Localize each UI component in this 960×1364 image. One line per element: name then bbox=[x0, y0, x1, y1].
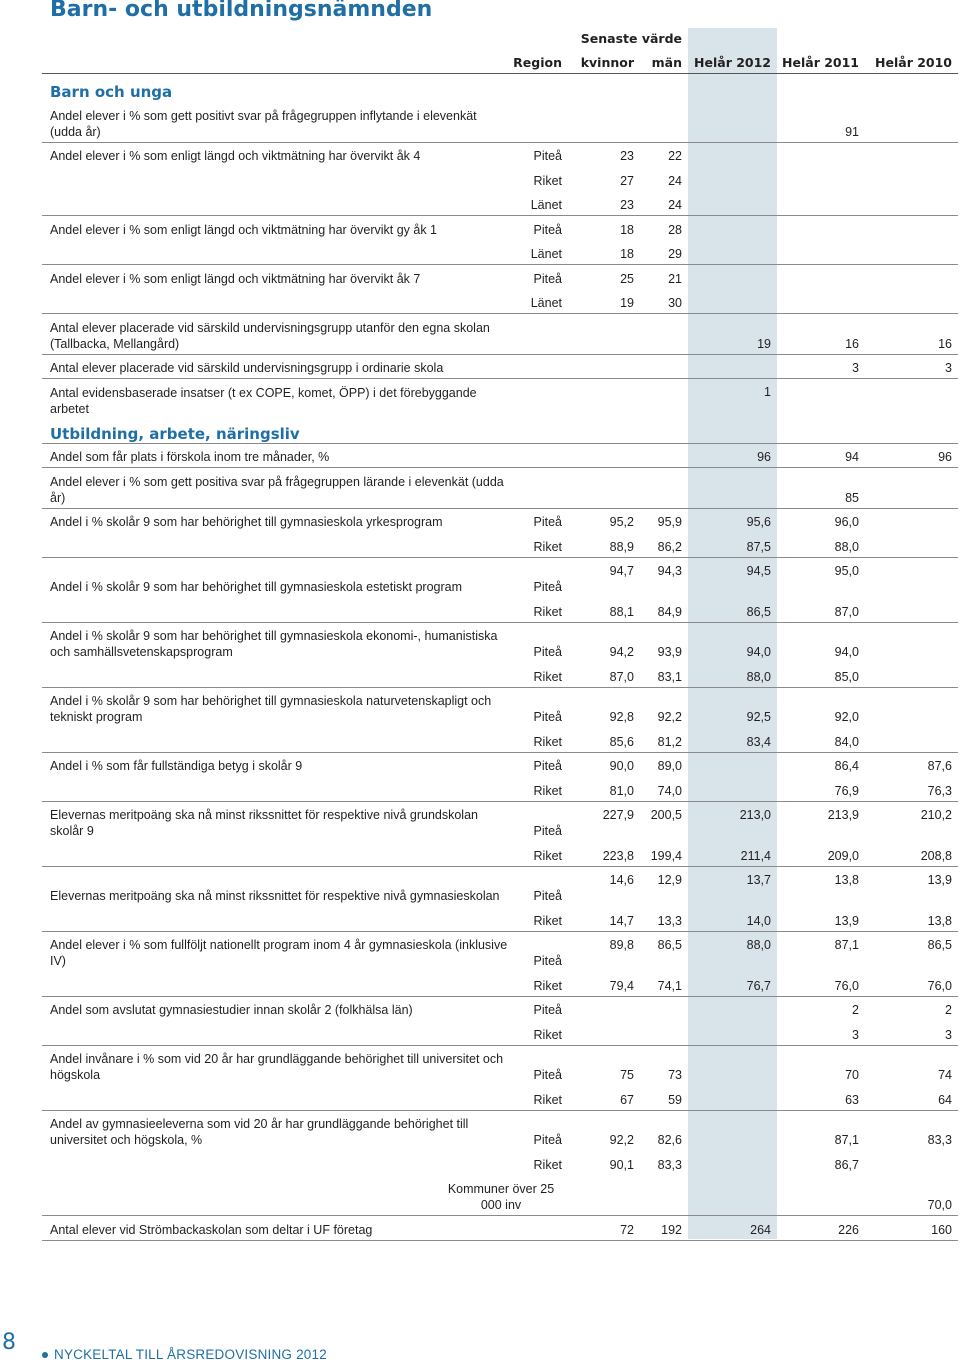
section-header bbox=[0, 77, 960, 103]
value-helar-2010: 2 bbox=[945, 1003, 952, 1017]
value-kvinnor: 18 bbox=[620, 247, 634, 261]
row-region: Riket bbox=[533, 1027, 562, 1042]
value-helar-2011: 3 bbox=[852, 1027, 859, 1042]
table-row bbox=[0, 1087, 960, 1112]
row-label: Elevernas meritpoäng ska nå minst rikssnittet för respektive nivå gymnasieskolan bbox=[50, 889, 500, 903]
table-row bbox=[0, 1152, 960, 1177]
row-region: Piteå bbox=[533, 954, 562, 968]
table-row bbox=[0, 624, 960, 665]
value-helar-2011: 76,0 bbox=[834, 978, 859, 993]
value-kvinnor: 81,0 bbox=[609, 783, 634, 798]
row-region: Piteå bbox=[533, 580, 562, 594]
table-row bbox=[0, 599, 960, 624]
value-man: 24 bbox=[668, 198, 682, 212]
value-helar-2011: 13,8 bbox=[834, 872, 859, 887]
value-helar-2011: 63 bbox=[845, 1092, 859, 1107]
row-label: Antal elever placerade vid särskild undervisningsgrupp i ordinarie skola bbox=[50, 361, 444, 375]
section-title: Utbildning, arbete, näringsliv bbox=[50, 424, 300, 443]
value-helar-2010: 76,3 bbox=[927, 783, 952, 798]
table-row bbox=[0, 144, 960, 169]
value-kvinnor: 90,1 bbox=[609, 1157, 634, 1172]
row-label: Andel elever i % som gett positivt svar på frågegruppen inflytande i elevenkät (udda år) bbox=[50, 108, 477, 139]
value-helar-2010: 208,8 bbox=[920, 848, 952, 863]
column-header-region: Region bbox=[513, 55, 562, 70]
value-kvinnor: 23 bbox=[620, 149, 634, 163]
table-row bbox=[0, 469, 960, 510]
value-man: 200,5 bbox=[650, 807, 682, 822]
value-kvinnor: 88,1 bbox=[609, 604, 634, 619]
value-helar-2010: 3 bbox=[945, 361, 952, 375]
header-divider bbox=[42, 73, 958, 74]
value-kvinnor: 227,9 bbox=[602, 807, 634, 822]
row-region: Piteå bbox=[533, 759, 562, 773]
table-row bbox=[0, 933, 960, 974]
column-header-row bbox=[0, 55, 960, 71]
value-man: 24 bbox=[668, 173, 682, 188]
value-kvinnor: 14,7 bbox=[609, 913, 634, 928]
value-helar-2012: 87,5 bbox=[746, 539, 771, 554]
value-helar-2010: 3 bbox=[945, 1027, 952, 1042]
value-helar-2011: 87,0 bbox=[834, 604, 859, 619]
value-man: 95,9 bbox=[657, 515, 682, 529]
value-kvinnor: 75 bbox=[620, 1068, 634, 1082]
row-label: Andel i % som får fullständiga betyg i skolår 9 bbox=[50, 759, 303, 773]
table-row bbox=[0, 664, 960, 689]
value-helar-2012: 96 bbox=[757, 450, 771, 464]
value-man: 22 bbox=[668, 149, 682, 163]
value-kvinnor: 23 bbox=[620, 198, 634, 212]
value-helar-2012: 94,0 bbox=[746, 645, 771, 659]
row-region: Riket bbox=[533, 734, 562, 749]
column-header-helar-2010: Helår 2010 bbox=[875, 55, 952, 70]
value-helar-2010: 96 bbox=[938, 450, 952, 464]
value-kvinnor: 27 bbox=[620, 173, 634, 188]
value-kvinnor: 14,6 bbox=[609, 872, 634, 887]
value-helar-2012: 92,5 bbox=[746, 710, 771, 724]
value-helar-2011: 84,0 bbox=[834, 734, 859, 749]
row-region: Länet bbox=[530, 247, 562, 261]
value-helar-2011: 87,1 bbox=[834, 1133, 859, 1147]
value-helar-2011: 13,9 bbox=[834, 913, 859, 928]
value-kvinnor: 92,2 bbox=[609, 1133, 634, 1147]
table-row bbox=[0, 380, 960, 421]
row-label: Antal elever vid Strömbackaskolan som deltar i UF företag bbox=[50, 1222, 373, 1237]
table-row bbox=[0, 510, 960, 535]
value-kvinnor: 88,9 bbox=[609, 539, 634, 554]
value-helar-2010: 70,0 bbox=[927, 1198, 952, 1212]
value-helar-2012: 83,4 bbox=[746, 734, 771, 749]
value-kvinnor: 89,8 bbox=[609, 937, 634, 952]
value-helar-2011: 86,7 bbox=[834, 1157, 859, 1172]
footer-text: NYCKELTAL TILL ÅRSREDOVISNING 2012 bbox=[54, 1347, 327, 1362]
value-helar-2012: 95,6 bbox=[746, 515, 771, 529]
value-helar-2011: 209,0 bbox=[827, 848, 859, 863]
value-man: 89,0 bbox=[657, 759, 682, 773]
row-region: Piteå bbox=[533, 824, 562, 838]
table-row bbox=[0, 1112, 960, 1153]
value-helar-2011: 86,4 bbox=[834, 759, 859, 773]
table-row bbox=[0, 908, 960, 933]
row-region: Piteå bbox=[533, 271, 562, 286]
column-header-helar-2012: Helår 2012 bbox=[694, 55, 771, 70]
table-row bbox=[0, 803, 960, 844]
value-helar-2012: 211,4 bbox=[740, 848, 771, 863]
value-helar-2010: 86,5 bbox=[927, 937, 952, 952]
row-label: Andel elever i % som enligt längd och viktmätning har övervikt gy åk 1 bbox=[50, 222, 437, 237]
table-row bbox=[0, 1022, 960, 1047]
value-man: 12,9 bbox=[657, 872, 682, 887]
row-region: Piteå bbox=[533, 1003, 562, 1017]
value-man: 21 bbox=[668, 271, 682, 286]
value-kvinnor: 94,2 bbox=[609, 645, 634, 659]
table-row bbox=[0, 217, 960, 242]
value-man: 30 bbox=[668, 296, 682, 310]
row-region: Riket bbox=[533, 539, 562, 554]
table-row bbox=[0, 356, 960, 381]
row-region: Riket bbox=[533, 669, 562, 684]
column-group-header: Senaste värde bbox=[580, 31, 682, 46]
row-label: Andel i % skolår 9 som har behörighet till gymnasieskola estetiskt program bbox=[50, 580, 462, 594]
table-row bbox=[0, 998, 960, 1023]
value-kvinnor: 67 bbox=[620, 1092, 634, 1107]
value-man: 86,2 bbox=[657, 539, 682, 554]
value-man: 74,0 bbox=[657, 783, 682, 798]
value-kvinnor: 79,4 bbox=[609, 978, 634, 993]
table-row bbox=[0, 1177, 960, 1218]
value-helar-2010: 13,9 bbox=[927, 872, 952, 887]
value-man: 83,1 bbox=[657, 669, 682, 684]
row-label: Andel i % skolår 9 som har behörighet till gymnasieskola naturvetenskapligt och tekniskt program bbox=[50, 694, 492, 724]
value-helar-2011: 94 bbox=[845, 450, 859, 464]
row-region: Piteå bbox=[533, 1133, 562, 1147]
value-kvinnor: 223,8 bbox=[602, 848, 634, 863]
value-helar-2010: 16 bbox=[938, 336, 952, 351]
value-helar-2012: 213,0 bbox=[739, 807, 771, 822]
value-helar-2012: 86,5 bbox=[746, 604, 771, 619]
row-region: Länet bbox=[530, 198, 562, 212]
row-label: Andel i % skolår 9 som har behörighet till gymnasieskola ekonomi-, humanistiska och samhällsvetenskapsprogram bbox=[50, 629, 498, 659]
value-kvinnor: 72 bbox=[620, 1222, 634, 1237]
value-man: 192 bbox=[661, 1222, 682, 1237]
row-label: Andel elever i % som enligt längd och viktmätning har övervikt åk 7 bbox=[50, 271, 421, 286]
value-kvinnor: 19 bbox=[620, 296, 634, 310]
row-region: Riket bbox=[533, 978, 562, 993]
table-row bbox=[0, 843, 960, 868]
value-helar-2011: 95,0 bbox=[834, 563, 859, 578]
row-label: Elevernas meritpoäng ska nå minst rikssnittet för respektive nivå grundskolan skolår 9 bbox=[50, 808, 478, 838]
value-helar-2010: 74 bbox=[938, 1068, 952, 1082]
value-man: 29 bbox=[668, 247, 682, 261]
value-man: 82,6 bbox=[657, 1133, 682, 1147]
value-helar-2010: 13,8 bbox=[927, 913, 952, 928]
table-row bbox=[0, 193, 960, 218]
table-row bbox=[0, 266, 960, 291]
value-kvinnor: 95,2 bbox=[609, 515, 634, 529]
value-helar-2011: 76,9 bbox=[834, 783, 859, 798]
value-helar-2011: 70 bbox=[845, 1068, 859, 1082]
section-header bbox=[0, 421, 960, 445]
page-title: Barn- och utbildningsnämnden bbox=[50, 0, 433, 22]
value-helar-2011: 92,0 bbox=[834, 710, 859, 724]
value-helar-2011: 94,0 bbox=[834, 645, 859, 659]
value-kvinnor: 87,0 bbox=[609, 669, 634, 684]
value-kvinnor: 85,6 bbox=[609, 734, 634, 749]
row-region: Piteå bbox=[533, 1068, 562, 1082]
row-region: Riket bbox=[533, 848, 562, 863]
value-helar-2012: 88,0 bbox=[746, 937, 771, 952]
table-row bbox=[0, 291, 960, 316]
table-row bbox=[0, 778, 960, 803]
value-man: 73 bbox=[668, 1068, 682, 1082]
row-region: Riket bbox=[533, 913, 562, 928]
row-region: Riket bbox=[533, 1092, 562, 1107]
value-helar-2011: 226 bbox=[838, 1222, 859, 1237]
value-helar-2010: 64 bbox=[938, 1092, 952, 1107]
value-helar-2012: 14,0 bbox=[746, 913, 771, 928]
value-helar-2011: 91 bbox=[845, 124, 859, 139]
row-label: Andel invånare i % som vid 20 år har grundläggande behörighet till universitet och högskola bbox=[50, 1052, 504, 1082]
column-header-kvinnor: kvinnor bbox=[580, 55, 634, 70]
row-region: Piteå bbox=[533, 710, 562, 724]
value-helar-2011: 96,0 bbox=[834, 515, 859, 529]
value-kvinnor: 25 bbox=[620, 271, 634, 286]
page-footer bbox=[0, 1330, 960, 1364]
row-region: Länet bbox=[530, 296, 562, 310]
value-man: 28 bbox=[668, 222, 682, 237]
table-row bbox=[0, 973, 960, 998]
row-region: Riket bbox=[533, 173, 562, 188]
row-region: Piteå bbox=[533, 645, 562, 659]
value-helar-2012: 1 bbox=[764, 385, 771, 399]
data-table bbox=[0, 77, 960, 1242]
value-man: 74,1 bbox=[657, 978, 682, 993]
table-row bbox=[0, 689, 960, 730]
value-kvinnor: 90,0 bbox=[609, 759, 634, 773]
column-header-helar-2011: Helår 2011 bbox=[782, 55, 859, 70]
row-label: Antal evidensbaserade insatser (t ex COPE, komet, ÖPP) i det förebyggande arbetet bbox=[50, 385, 477, 416]
value-man: 59 bbox=[668, 1092, 682, 1107]
table-row bbox=[0, 559, 960, 600]
row-label: Andel av gymnasieeleverna som vid 20 år har grundläggande behörighet till universitet och högskola, % bbox=[50, 1117, 469, 1147]
value-helar-2011: 2 bbox=[852, 1003, 859, 1017]
value-helar-2010: 83,3 bbox=[927, 1133, 952, 1147]
row-label: Andel elever i % som gett positiva svar på frågegruppen lärande i elevenkät (udda år) bbox=[50, 474, 504, 505]
table-row bbox=[0, 534, 960, 559]
value-man: 83,3 bbox=[657, 1157, 682, 1172]
value-helar-2012: 13,7 bbox=[746, 872, 771, 887]
row-region: Piteå bbox=[533, 889, 562, 903]
value-helar-2011: 88,0 bbox=[834, 539, 859, 554]
row-label: Andel elever i % som enligt längd och viktmätning har övervikt åk 4 bbox=[50, 149, 421, 163]
value-helar-2011: 213,9 bbox=[827, 807, 859, 822]
table-row bbox=[0, 103, 960, 144]
row-region: Riket bbox=[533, 1157, 562, 1172]
value-helar-2011: 87,1 bbox=[834, 937, 859, 952]
row-region: Riket bbox=[533, 783, 562, 798]
value-man: 84,9 bbox=[657, 604, 682, 619]
table-row bbox=[0, 1047, 960, 1088]
row-label: Andel i % skolår 9 som har behörighet till gymnasieskola yrkesprogram bbox=[50, 515, 443, 529]
row-region: Piteå bbox=[533, 222, 562, 237]
footer-bullet-icon bbox=[42, 1352, 48, 1358]
row-region: Piteå bbox=[533, 515, 562, 529]
value-man: 13,3 bbox=[657, 913, 682, 928]
row-label: Andel som avslutat gymnasiestudier innan skolår 2 (folkhälsa län) bbox=[50, 1003, 413, 1017]
table-row bbox=[0, 168, 960, 193]
table-row bbox=[0, 754, 960, 779]
value-kvinnor: 94,7 bbox=[609, 563, 634, 578]
table-row bbox=[0, 242, 960, 267]
column-header-man: män bbox=[651, 55, 682, 70]
value-helar-2011: 85 bbox=[845, 490, 859, 505]
value-helar-2010: 210,2 bbox=[920, 807, 952, 822]
value-man: 86,5 bbox=[657, 937, 682, 952]
value-helar-2011: 85,0 bbox=[834, 669, 859, 684]
value-helar-2010: 76,0 bbox=[927, 978, 952, 993]
value-helar-2010: 160 bbox=[931, 1222, 952, 1237]
value-man: 92,2 bbox=[657, 710, 682, 724]
value-helar-2012: 264 bbox=[750, 1222, 771, 1237]
value-man: 93,9 bbox=[657, 645, 682, 659]
row-region: Kommuner över 25 000 inv bbox=[447, 1182, 555, 1212]
value-man: 94,3 bbox=[657, 563, 682, 578]
value-helar-2012: 88,0 bbox=[746, 669, 771, 684]
value-helar-2012: 19 bbox=[757, 336, 771, 351]
table-row bbox=[0, 868, 960, 909]
table-row bbox=[0, 1217, 960, 1242]
row-region: Piteå bbox=[533, 149, 562, 163]
row-label: Andel som får plats i förskola inom tre månader, % bbox=[50, 450, 330, 464]
value-helar-2011: 16 bbox=[845, 336, 859, 351]
row-label: Andel elever i % som fullföljt nationellt program inom 4 år gymnasieskola (inklusive IV) bbox=[50, 938, 508, 968]
row-region: Riket bbox=[533, 604, 562, 619]
table-row bbox=[0, 445, 960, 470]
section-title: Barn och unga bbox=[50, 83, 173, 101]
value-man: 81,2 bbox=[657, 734, 682, 749]
value-helar-2012: 94,5 bbox=[746, 563, 771, 578]
table-row bbox=[0, 729, 960, 754]
page-number: 8 bbox=[2, 1330, 16, 1355]
value-kvinnor: 18 bbox=[620, 222, 634, 237]
value-man: 199,4 bbox=[650, 848, 682, 863]
table-row bbox=[0, 315, 960, 356]
value-helar-2012: 76,7 bbox=[746, 978, 771, 993]
value-helar-2010: 87,6 bbox=[927, 759, 952, 773]
value-helar-2011: 3 bbox=[852, 361, 859, 375]
value-kvinnor: 92,8 bbox=[609, 710, 634, 724]
row-label: Antal elever placerade vid särskild undervisningsgrupp utanför den egna skolan (Tallbacka, Mellangård) bbox=[50, 320, 490, 351]
